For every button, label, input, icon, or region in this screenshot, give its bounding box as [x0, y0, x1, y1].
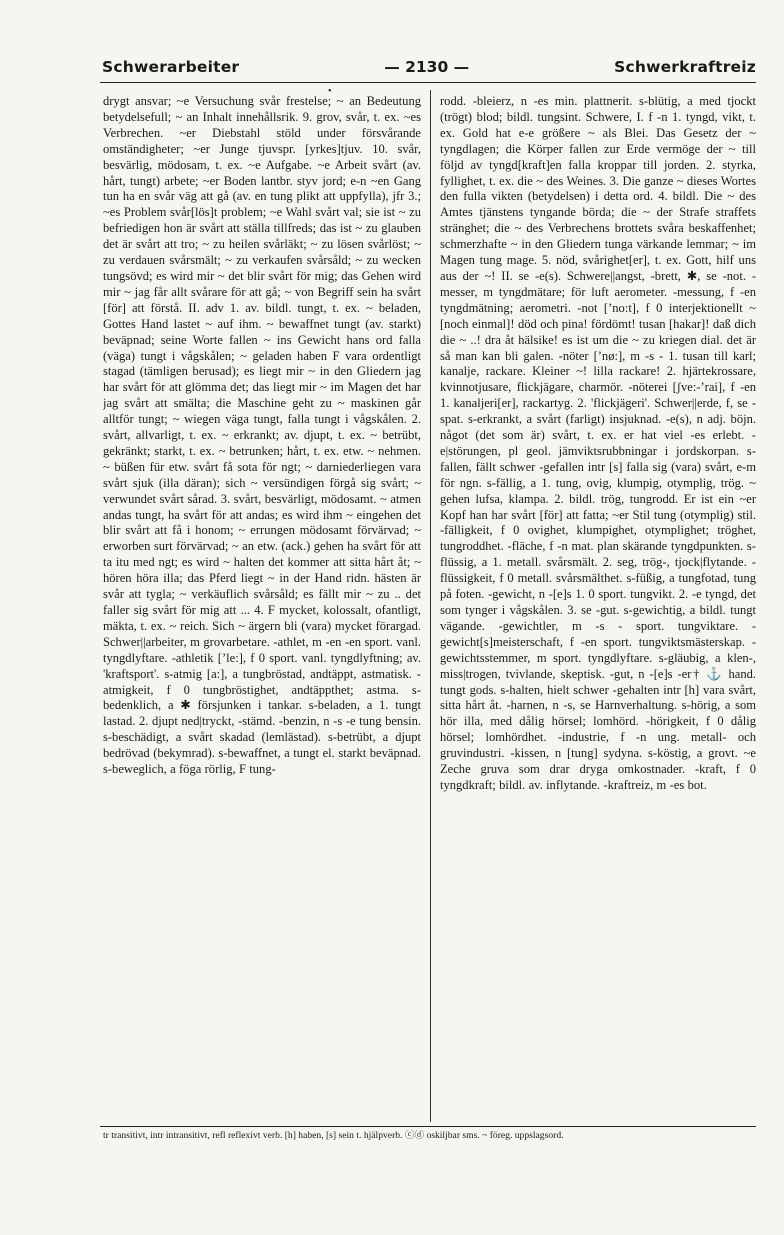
column-divider — [430, 90, 431, 1122]
page-header — [102, 54, 756, 80]
abbreviation-legend: tr transitivt, intr intransitivt, refl reflexivt verb. [h] haben, [s] sein t. hjälpverb. ⓒⓓ oskiljbar sms. ~ föreg. uppslagsord. — [103, 1130, 564, 1141]
footer-rule — [100, 1126, 756, 1127]
left-headword: Schwerarbeiter — [102, 58, 240, 76]
left-column-text: drygt ansvar; ~e Versuchung svår frestelse; ~ an Bedeutung betydelsefull; ~ an Inhalt innehållsrik. 9. grov, svår, t. ex. ~es Verbrechen. ~er Diebstahl stöld under försvårande omständigheter; ~er Junge tjuvspr. [yrkes]tjuv. 10. svår, besvärlig, mödosam, t. ex. ~e Aufgabe. ~e Arbeit svårt (av. hårt, tungt) arbete; ~er Boden lantbr. styv jord; e-n ~en Gang tun ha en svår väg att gå (av. en tung plikt att uppfylla), jfr 3.; ~es Problem svår[lös]t problem; ~e Wahl svårt val; sie ist ~ zu befriedigen hon är svårt att ställa tillfreds; das ist ~ zu glauben det är svårt att tro; ~ zu heilen svårläkt; ~ zu lösen svårlöst; ~ zu verdauen svårsmält; ~ zu verkaufen svårsåld; ~ zu wecken tungsövd; es wird mir ~ det blir svårt för mig; das Gehen wird mir ~ jag får allt svårare för att gå; ~ von Begriff sein ha svårt [för] att förstå. II. adv 1. av. bildl. tungt, t. ex. ~ beladen, Gottes Hand lastet ~ auf ihm. ~ bewaffnet tungt (av. starkt) beväpnad; seine Worte fallen ~ ins Gewicht hans ord falla (väga) tungt i vågskålen; ~ geladen haben F vara ordentligt stagad (tämligen berusad); es liegt mir ~ in den Gliedern jag har svårt för att glömma det; das liegt mir ~ im Magen det har jag svårt att smälta; die Maschine geht zu ~ maskinen går alltför tungt; ~ wiegen väga tungt, falla tungt i vågskålen. 2. svårt, allvarligt, t. ex. ~ erkrankt; av. djupt, t. ex. ~ betrübt, gekränkt; starkt, t. ex. ~ betrunken; hårt, t. ex. etw. ~ nehmen. ~ büßen für etw. svårt få sota för ngt; ~ darniederliegen vara svårt sjuk (illa däran); sich ~ versündigen förgå sig svårt; ~ verwundet svårt sårad. 3. svårt, besvärligt, mödosamt. ~ atmen andas tungt, ha svårt för att andas; es wird ihm ~ eingehen det blir svårt att få i honom; ~ errungen mödosamt förvärvad; ~ erworben surt förvärvad; ~ an etw. (ack.) gehen ha svårt för att ta itu med ngt; es wird ~ halten det kommer att sitta hårt åt; ~ hören höra illa; das Pferd liegt ~ in der Hand ridn. hästen är svår att tygla; ~ verkäuflich svårsåld; es fällt mir ~ zu .. det faller sig svårt för mig att ... 4. F mycket, kolossalt, ofantligt, mäkta, t. ex. ~ reich. Sich ~ ärgern bli (vara) mycket förargad. Schwer||arbeiter, m grovarbetare. -athlet, m -en -en sport. vanl. tyngdlyftare. -athletik [ʼle:], f 0 sport. vanl. tyngdlyftning; av. 'kraftsport'. s-atmig [a:], a tungbröstad, andtäppt, astmatisk. -atmigkeit, f 0 tungbröstighet, andtäppthet; astma. s-bedenklich, a ✱ försjunken i tankar. s-beladen, a 1. tungt lastad. 2. djupt ned|tryckt, -stämd. -benzin, n -s -e tung bensin. s-beschädigt, a svårt skadad (lemlästad). s-betrübt, a djupt bedrövad (bekymrad). s-bewaffnet, a tungt el. starkt beväpnad. s-beweglich, a föga rörlig, F tung- — [103, 94, 421, 777]
header-rule — [100, 82, 756, 83]
right-headword: Schwerkraftreiz — [614, 58, 756, 76]
page-number: — 2130 — — [384, 58, 470, 76]
dot-mark: • — [328, 86, 332, 97]
right-column-text: rodd. -bleierz, n -es min. plattnerit. s-blütig, a med tjockt (trögt) blod; bildl. tungsint. Schwere, I. f -n 1. tyngd, vikt, t. ex. Gold hat e-e größere ~ als Blei. Das Gesetz der ~ tyngdlagen; die Körper fallen zur Erde vermöge der ~ till följd av tyngd[kraft]en falla kroppar till jorden. 2. styrka, fyllighet, t. ex. die ~ des Weines. 3. Die ganze ~ dieses Wortes den fulla vikten (betydelsen) i detta ord. 4. bildl. Die ~ des Amtes tjänstens tyngande börda; die ~ der Strafe straffets stränghet; die ~ des Verbrechens brottets svåra beskaffenhet; schmerzhafte ~ in den Gliedern tunga värkande lemmar; ~ im Magen tung mage. 5. nöd, svårighet[er], t. ex. Gott, hilf uns aus der ~! II. se -e(s). Schwere||angst, -brett, ✱, se -not. -messer, m tyngdmätare; för luft aerometer. -messung, f -en tyngdmätning; aerometri. -not [ʼno:t], f 0 interjektionellt ~ [noch einmal]! död och pina! fördömt! tusan [hakar]! daß dich die ~ ..! dra åt hälsike! es ist um die ~ zu kriegen dial. det är så man kan bli galen. -nöter [ʼnø:], m -s - 1. tusan till karl; kanalje, rackare. Kleiner ~! lilla rackare! 2. hjärtekrossare, kvinnotjusare, flickjägare, charmör. -nöterei [ʃve:-ʼrai], f -en 1. kanaljeri[er], rackartyg. 2. 'flickjägeri'. Schwer||erde, f, se -spat. s-erkrankt, a svårt (farligt) insjuknad. -e(s), n adj. böjn. något (det som är) svårt, t. ex. er hat viel -es erlebt. -e|störungen, pl geol. jämviktsrubbningar i jordskorpan. s-fallen, fällt schwer -gefallen intr [s] falla sig (vara) svårt, e-m för ngn. s-fällig, a 1. tung, ovig, klumpig, otymplig, trög. ~ gehen lufsa, klampa. 2. bildl. trög, tungrodd. Er ist ein ~er Kopf han har svårt [för] att fatta; ~er Stil tung (otymplig) stil. -fälligkeit, f 0 ovighet, klumpighet, otymplighet; tröghet, tungroddhet. -fläche, f -n mat. plan skärande tyngdpunkten. s-flüssig, a 1. metall. svårsmält. 2. seg, trög-, tjock|flytande. -flüssigkeit, f 0 metall. svårsmälthet. s-füßig, a tungfotad, tung på foten. -gewicht, n -[e]s 1. 0 sport. tungvikt. 2. -e tyngd, det som tynger i vågskålen. 3. se -gut. s-gewichtig, a bildl. tungt vägande. -gewichtler, m -s - sport. tungviktare. -gewicht[s]meisterschaft, f -en sport. tungviktsmästerskap. -gewichtsstemmer, m sport. tyngdlyftare. s-gläubig, a klen-, miss|trogen, tvivlande, skeptisk. -gut, n -[e]s -er† ⚓ hand. tungt gods. s-halten, hielt schwer -gehalten intr [h] vara svårt, sitta hårt åt. -harnen, n -s, se Harnverhaltung. s-hörig, a som hör illa, med dålig hörsel; lomhörd. -hörigkeit, f 0 dålig hörsel; lomhördhet. -industrie, f -n ung. metall- och gruvindustri. -kissen, n [tung] sydyna. s-köstig, a grovt. ~e Zeche gruva som drar dryga omkostnader. -kraft, f 0 tyngdkraft; bildl. av. inflytande. -kraftreiz, m -es bot. — [440, 94, 756, 792]
